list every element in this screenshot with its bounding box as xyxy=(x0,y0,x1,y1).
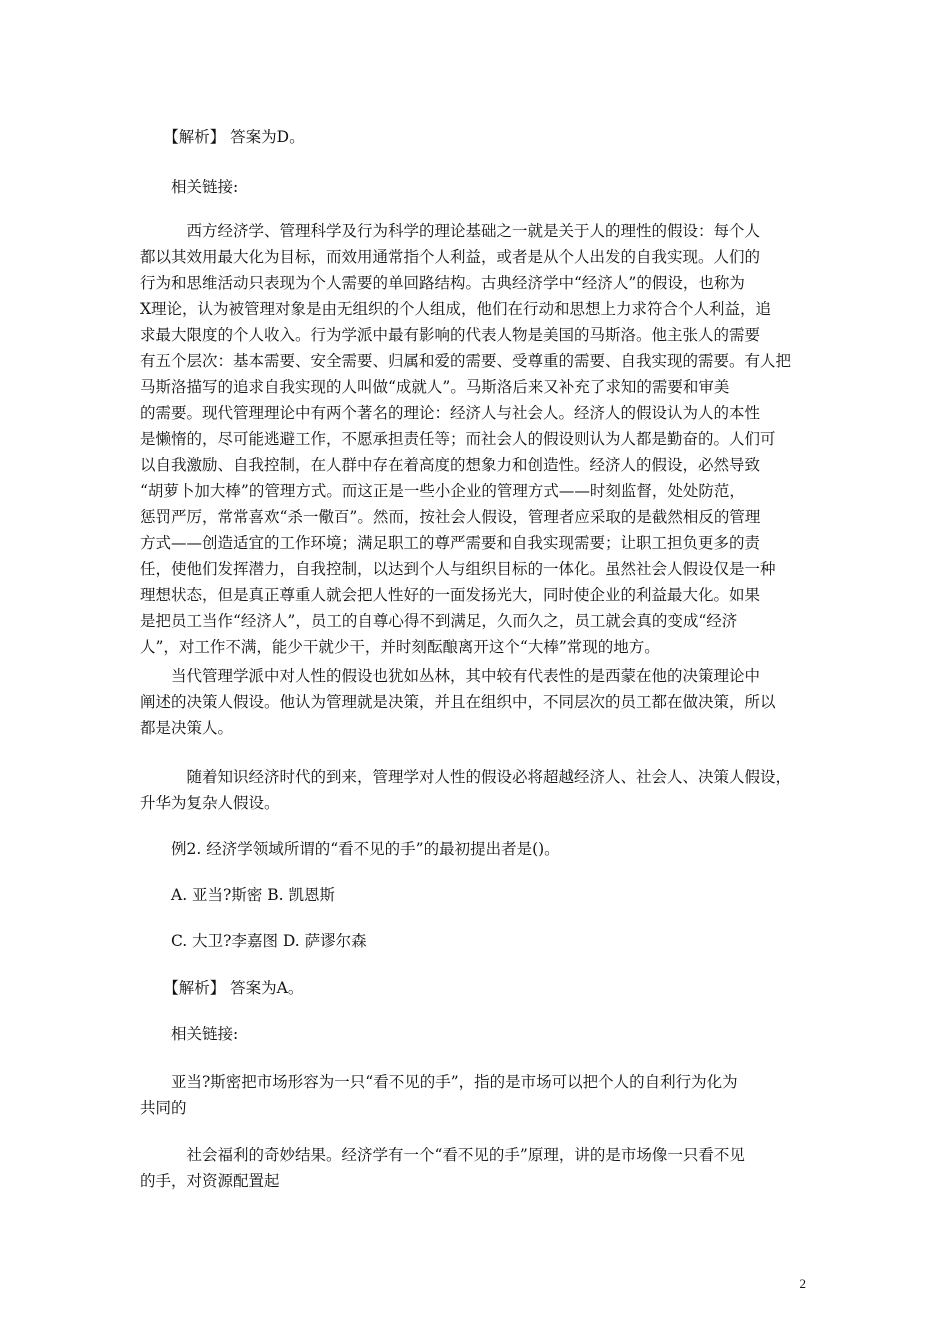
example-2-question xyxy=(140,836,812,862)
text-line: 当代管理学派中对人性的假设也犹如丛林，其中较有代表性的是西蒙在他的决策理论中 xyxy=(140,667,761,685)
text-line: 例2. 经济学领域所谓的“看不见的手”的最初提出者是()。 xyxy=(140,840,560,858)
paragraph-decision-man xyxy=(140,663,812,741)
paragraph-invisible-hand xyxy=(140,1069,812,1121)
text-line: 有五个层次：基本需要、安全需要、归属和爱的需要、受尊重的需要、自我实现的需要。有人把 xyxy=(140,352,792,370)
text-line: 理想状态，但是真正尊重人就会把人性好的一面发扬光大，同时使企业的利益最大化。如果 xyxy=(140,586,761,604)
text-line: 的需要。现代管理理论中有两个著名的理论：经济人与社会人。经济人的假设认为人的本性 xyxy=(140,404,761,422)
analysis-answer-d xyxy=(140,124,812,150)
text-line: A. 亚当?斯密 B. 凯恩斯 xyxy=(140,886,336,904)
text-line: 【解析】 答案为A。 xyxy=(140,979,304,997)
text-line: 任，使他们发挥潜力，自我控制，以达到个人与组织目标的一体化。虽然社会人假设仅是一种 xyxy=(140,560,776,578)
text-line: C. 大卫?李嘉图 D. 萨谬尔森 xyxy=(140,932,367,950)
options-a-b xyxy=(140,882,812,908)
related-links-heading xyxy=(140,174,812,200)
text-line: 马斯洛描写的追求自我实现的人叫做“成就人”。马斯洛后来又补充了求知的需要和审美 xyxy=(140,378,730,396)
options-c-d xyxy=(140,928,812,954)
text-line: “胡萝卜加大棒”的管理方式。而这正是一些小企业的管理方式——时刻监督，处处防范， xyxy=(140,482,745,500)
paragraph-complex-man xyxy=(140,764,812,816)
text-line: 相关链接: xyxy=(140,1025,239,1043)
text-line: X理论，认为被管理对象是由无组织的个人组成，他们在行动和思想上力求符合个人利益，追 xyxy=(140,300,772,318)
text-line: 是懒惰的，尽可能逃避工作，不愿承担责任等；而社会人的假设则认为人都是勤奋的。人们可 xyxy=(140,430,776,448)
text-line: 【解析】 答案为D。 xyxy=(140,128,305,146)
paragraph-rational-assumption xyxy=(140,218,812,660)
text-line: 共同的 xyxy=(140,1099,187,1117)
text-line: 的手，对资源配置起 xyxy=(140,1172,280,1190)
text-line: 都以其效用最大化为目标，而效用通常指个人利益，或者是从个人出发的自我实现。人们的 xyxy=(140,248,761,266)
text-line: 行为和思维活动只表现为个人需要的单回路结构。古典经济学中“经济人”的假设，也称为 xyxy=(140,274,745,292)
text-line: 都是决策人。 xyxy=(140,719,234,737)
page-number: 2 xyxy=(799,1276,806,1291)
text-line: 是把员工当作“经济人”，员工的自尊心得不到满足，久而久之，员工就会真的变成“经济 xyxy=(140,612,738,630)
text-line: 求最大限度的个人收入。行为学派中最有影响的代表人物是美国的马斯洛。他主张人的需要 xyxy=(140,326,761,344)
text-line: 随着知识经济时代的到来，管理学对人性的假设必将超越经济人、社会人、决策人假设， xyxy=(140,768,792,786)
text-line: 以自我激励、自我控制，在人群中存在着高度的想象力和创造性。经济人的假设，必然导致 xyxy=(140,456,761,474)
text-line: 亚当?斯密把市场形容为一只“看不见的手”，指的是市场可以把个人的自利行为化为 xyxy=(140,1073,738,1091)
text-line: 相关链接: xyxy=(140,178,239,196)
text-line: 人”，对工作不满，能少干就少干，并时刻酝酿离开这个“大棒”常现的地方。 xyxy=(140,638,660,656)
analysis-answer-a xyxy=(140,975,812,1001)
paragraph-social-welfare xyxy=(140,1142,812,1194)
text-line: 西方经济学、管理科学及行为科学的理论基础之一就是关于人的理性的假设：每个人 xyxy=(140,222,761,240)
text-line: 阐述的决策人假设。他认为管理就是决策，并且在组织中，不同层次的员工都在做决策，所以 xyxy=(140,693,776,711)
text-line: 惩罚严厉，常常喜欢“杀一儆百”。然而，按社会人假设，管理者应采取的是截然相反的管理 xyxy=(140,508,761,526)
text-line: 升华为复杂人假设。 xyxy=(140,794,280,812)
text-line: 方式——创造适宜的工作环境；满足职工的尊严需要和自我实现需要；让职工担负更多的责 xyxy=(140,534,761,552)
related-links-heading xyxy=(140,1021,812,1047)
text-line: 社会福利的奇妙结果。经济学有一个“看不见的手”原理，讲的是市场像一只看不见 xyxy=(140,1146,745,1164)
